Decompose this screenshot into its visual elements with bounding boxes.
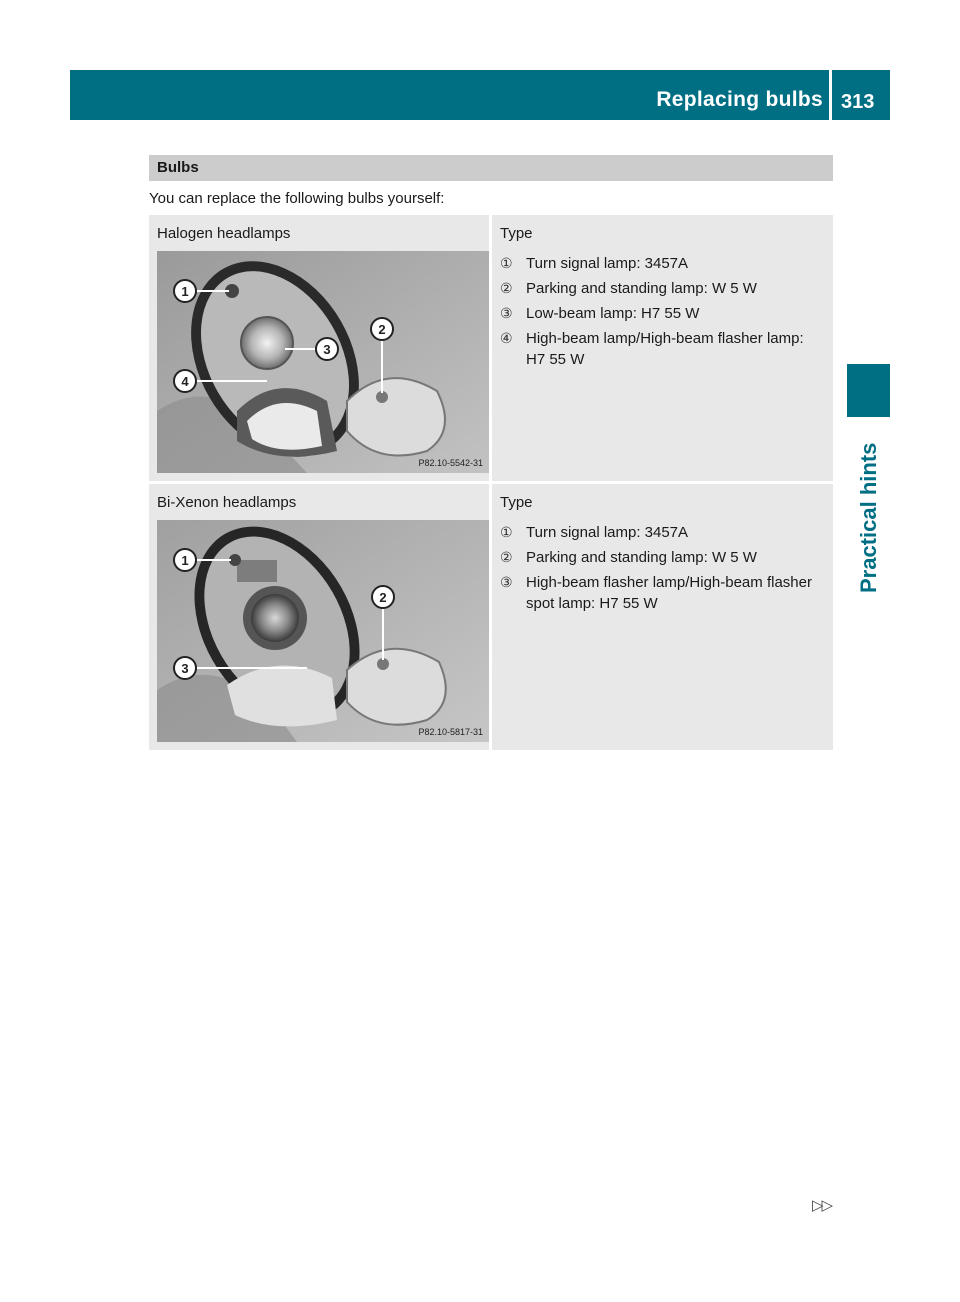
item-marker: ③ bbox=[500, 574, 513, 590]
bulb-table bbox=[149, 215, 833, 750]
headlamp-name: Halogen headlamps bbox=[157, 225, 291, 242]
item-marker: ② bbox=[500, 280, 513, 296]
svg-text:2: 2 bbox=[378, 322, 386, 337]
bulb-list bbox=[500, 522, 825, 614]
item-marker: ① bbox=[500, 255, 513, 271]
page-number: 313 bbox=[841, 91, 875, 113]
callout-2 bbox=[372, 586, 394, 608]
item-marker: ④ bbox=[500, 330, 513, 346]
bixenon-headlamp-photo bbox=[157, 520, 489, 742]
halogen-headlamp-photo bbox=[157, 251, 489, 473]
callout-3 bbox=[174, 657, 196, 679]
type-label: Type bbox=[500, 225, 533, 242]
image-cell bbox=[149, 484, 489, 750]
svg-text:1: 1 bbox=[181, 553, 189, 568]
image-code: P82.10-5817-31 bbox=[418, 727, 483, 737]
continue-arrows-icon: ▷▷ bbox=[812, 1197, 832, 1214]
table-row bbox=[149, 481, 833, 750]
item-text: Turn signal lamp: 3457A bbox=[526, 524, 689, 541]
bulb-list bbox=[500, 253, 825, 370]
side-tab bbox=[847, 364, 890, 417]
svg-text:3: 3 bbox=[323, 342, 331, 357]
image-code: P82.10-5542-31 bbox=[418, 458, 483, 468]
svg-text:4: 4 bbox=[181, 374, 189, 389]
list-item bbox=[500, 522, 825, 543]
list-item bbox=[500, 547, 825, 568]
svg-text:2: 2 bbox=[379, 590, 387, 605]
callout-2 bbox=[371, 318, 393, 340]
item-marker: ② bbox=[500, 549, 513, 565]
list-item bbox=[500, 303, 825, 324]
item-text: Turn signal lamp: 3457A bbox=[526, 255, 689, 272]
header-separator bbox=[829, 70, 832, 120]
callout-3 bbox=[316, 338, 338, 360]
list-item bbox=[500, 253, 825, 274]
callout-4 bbox=[174, 370, 196, 392]
item-text: High-beam flasher lamp/High-beam flasher spot lamp: H7 55 W bbox=[526, 574, 812, 612]
table-row bbox=[149, 215, 833, 481]
type-cell bbox=[489, 484, 833, 750]
callout-1 bbox=[174, 549, 196, 571]
item-marker: ① bbox=[500, 524, 513, 540]
list-item bbox=[500, 278, 825, 299]
item-marker: ③ bbox=[500, 305, 513, 321]
list-item bbox=[500, 572, 825, 614]
image-cell bbox=[149, 215, 489, 481]
svg-text:1: 1 bbox=[181, 284, 189, 299]
section-title: Bulbs bbox=[149, 155, 833, 181]
type-label: Type bbox=[500, 494, 533, 511]
item-text: Parking and standing lamp: W 5 W bbox=[526, 549, 757, 566]
intro-text: You can replace the following bulbs yourself: bbox=[149, 190, 445, 207]
item-text: Low-beam lamp: H7 55 W bbox=[526, 305, 700, 322]
svg-text:3: 3 bbox=[181, 661, 189, 676]
type-cell bbox=[489, 215, 833, 481]
list-item bbox=[500, 328, 825, 370]
side-section-label: Practical hints bbox=[856, 442, 881, 593]
item-text: Parking and standing lamp: W 5 W bbox=[526, 280, 757, 297]
chapter-title: Replacing bulbs bbox=[656, 88, 823, 111]
item-text: High-beam lamp/High-beam flasher lamp: H7 55 W bbox=[526, 330, 804, 368]
callout-1 bbox=[174, 280, 196, 302]
headlamp-name: Bi-Xenon headlamps bbox=[157, 494, 297, 511]
